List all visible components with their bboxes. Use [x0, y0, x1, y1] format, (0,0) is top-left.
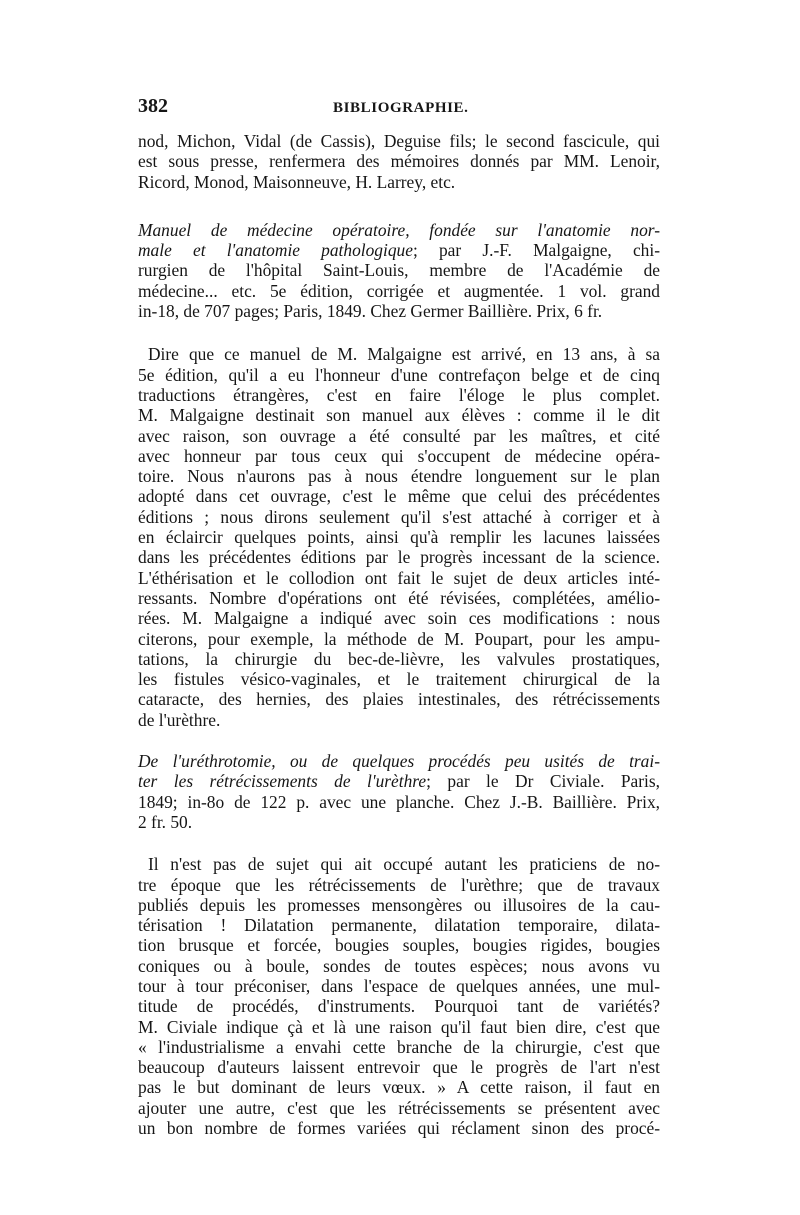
- review-civiale: [138, 854, 660, 1138]
- text-line: tre époque que les rétrécissements de l'urèthre; que de travaux: [138, 874, 660, 895]
- entry-line: [138, 751, 660, 772]
- text-line: est sous presse, renfermera des mémoires donnés par MM. Lenoir,: [138, 151, 660, 172]
- text-line: coniques ou à boule, sondes de toutes espèces; nous avons vu: [138, 955, 660, 976]
- entry-line: 1849; in-8o de 122 p. avec une planche. Chez J.-B. Baillière. Prix,: [138, 791, 660, 812]
- book-page: [138, 96, 660, 1138]
- entry-title-text: ter les rétrécissements de l'urèthre: [138, 771, 427, 792]
- text-line: traductions étrangères, c'est en faire l'éloge le plus complet.: [138, 384, 660, 405]
- text-line: tations, la chirurgie du bec-de-lièvre, les valvules prostatiques,: [138, 648, 660, 669]
- entry-title-text: Manuel de médecine opératoire, fondée sur l'anatomie nor-: [138, 219, 660, 240]
- text-line: 5e édition, qu'il a eu l'honneur d'une contrefaçon belge et de cinq: [138, 364, 660, 385]
- page-header: [138, 96, 660, 118]
- text-line: rées. M. Malgaigne a indiqué avec soin ces modifications : nous: [138, 608, 660, 629]
- text-line: tion brusque et forcée, bougies souples, bougies rigides, bougies: [138, 935, 660, 956]
- bibliography-entry-civiale: [138, 751, 660, 832]
- text-line: en éclaircir quelques points, ainsi qu'à remplir les lacunes laissées: [138, 527, 660, 548]
- entry-title-text: male et l'anatomie pathologique: [138, 240, 413, 261]
- text-line: les fistules vésico-vaginales, et le traitement chirurgical de la: [138, 669, 660, 690]
- text-line: avec honneur par tous ceux qui s'occupent de médecine opéra-: [138, 445, 660, 466]
- entry-title-text: De l'uréthrotomie, ou de quelques procédés peu usités de trai-: [138, 751, 660, 772]
- text-line: un bon nombre de formes variées qui réclament sinon des procé-: [138, 1118, 660, 1139]
- text-line: L'éthérisation et le collodion ont fait le sujet de deux articles inté-: [138, 567, 660, 588]
- text-line: citerons, pour exemple, la méthode de M. Poupart, pour les ampu-: [138, 628, 660, 649]
- entry-line: [138, 219, 660, 240]
- entry-line: ter les rétrécissements de l'urèthre; par le Dr Civiale. Paris,: [138, 771, 660, 792]
- text-line: ajouter une autre, c'est que les rétrécissements se présentent avec: [138, 1097, 660, 1118]
- text-line: toire. Nous n'aurons pas à nous étendre longuement sur le plan: [138, 466, 660, 487]
- text-line: M. Malgaigne destinait son manuel aux élèves : comme il le dit: [138, 405, 660, 426]
- entry-line: male et l'anatomie pathologique; par J.-F. Malgaigne, chi-: [138, 240, 660, 261]
- text-line: cataracte, des hernies, des plaies intestinales, des rétrécissements: [138, 689, 660, 710]
- text-line: titude de procédés, d'instruments. Pourquoi tant de variétés?: [138, 996, 660, 1017]
- text-line: Dire que ce manuel de M. Malgaigne est arrivé, en 13 ans, à sa: [148, 344, 660, 365]
- text-line: tour à tour préconiser, dans l'espace de quelques années, une mul-: [138, 975, 660, 996]
- text-line: M. Civiale indique çà et là une raison qu'il faut bien dire, c'est que: [138, 1016, 660, 1037]
- text-line: « l'industrialisme a envahi cette branche de la chirurgie, c'est que: [138, 1036, 660, 1057]
- text-line: beaucoup d'auteurs laissent entrevoir que le progrès de l'art n'est: [138, 1057, 660, 1078]
- text-line: publiés depuis les promesses mensongères ou illusoires de la cau-: [138, 894, 660, 915]
- entry-line: médecine... etc. 5e édition, corrigée et augmentée. 1 vol. grand: [138, 280, 660, 301]
- text-line: ressants. Nombre d'opérations ont été révisées, complétées, amélio-: [138, 587, 660, 608]
- text-line: adopté dans cet ouvrage, c'est le même que celui des précédentes: [138, 486, 660, 507]
- text-line: dans les précédentes éditions par le progrès incessant de la science.: [138, 547, 660, 568]
- text-line: térisation ! Dilatation permanente, dilatation temporaire, dilata-: [138, 915, 660, 936]
- text-line: Il n'est pas de sujet qui ait occupé autant les praticiens de no-: [148, 854, 660, 875]
- entry-line: in-18, de 707 pages; Paris, 1849. Chez Germer Baillière. Prix, 6 fr.: [138, 301, 603, 322]
- page-number: 382: [138, 95, 168, 117]
- text-line: pas le but dominant de leurs vœux. » A cette raison, il faut en: [138, 1077, 660, 1098]
- text-line: de l'urèthre.: [138, 709, 221, 730]
- text-line: nod, Michon, Vidal (de Cassis), Deguise fils; le second fascicule, qui: [138, 131, 660, 151]
- intro-paragraph: [138, 131, 660, 192]
- review-malgaigne: [138, 344, 660, 730]
- bibliography-entry-malgaigne: [138, 220, 660, 321]
- text-line: Ricord, Monod, Maisonneuve, H. Larrey, etc.: [138, 171, 456, 192]
- entry-line: 2 fr. 50.: [138, 811, 193, 832]
- text-line: éditions ; nous dirons seulement qu'il s'est attaché à corriger et à: [138, 506, 660, 527]
- text-line: avec raison, son ouvrage a été consulté par les maîtres, et cité: [138, 425, 660, 446]
- entry-line: rurgien de l'hôpital Saint-Louis, membre de l'Académie de: [138, 260, 660, 281]
- running-head: BIBLIOGRAPHIE.: [333, 100, 469, 116]
